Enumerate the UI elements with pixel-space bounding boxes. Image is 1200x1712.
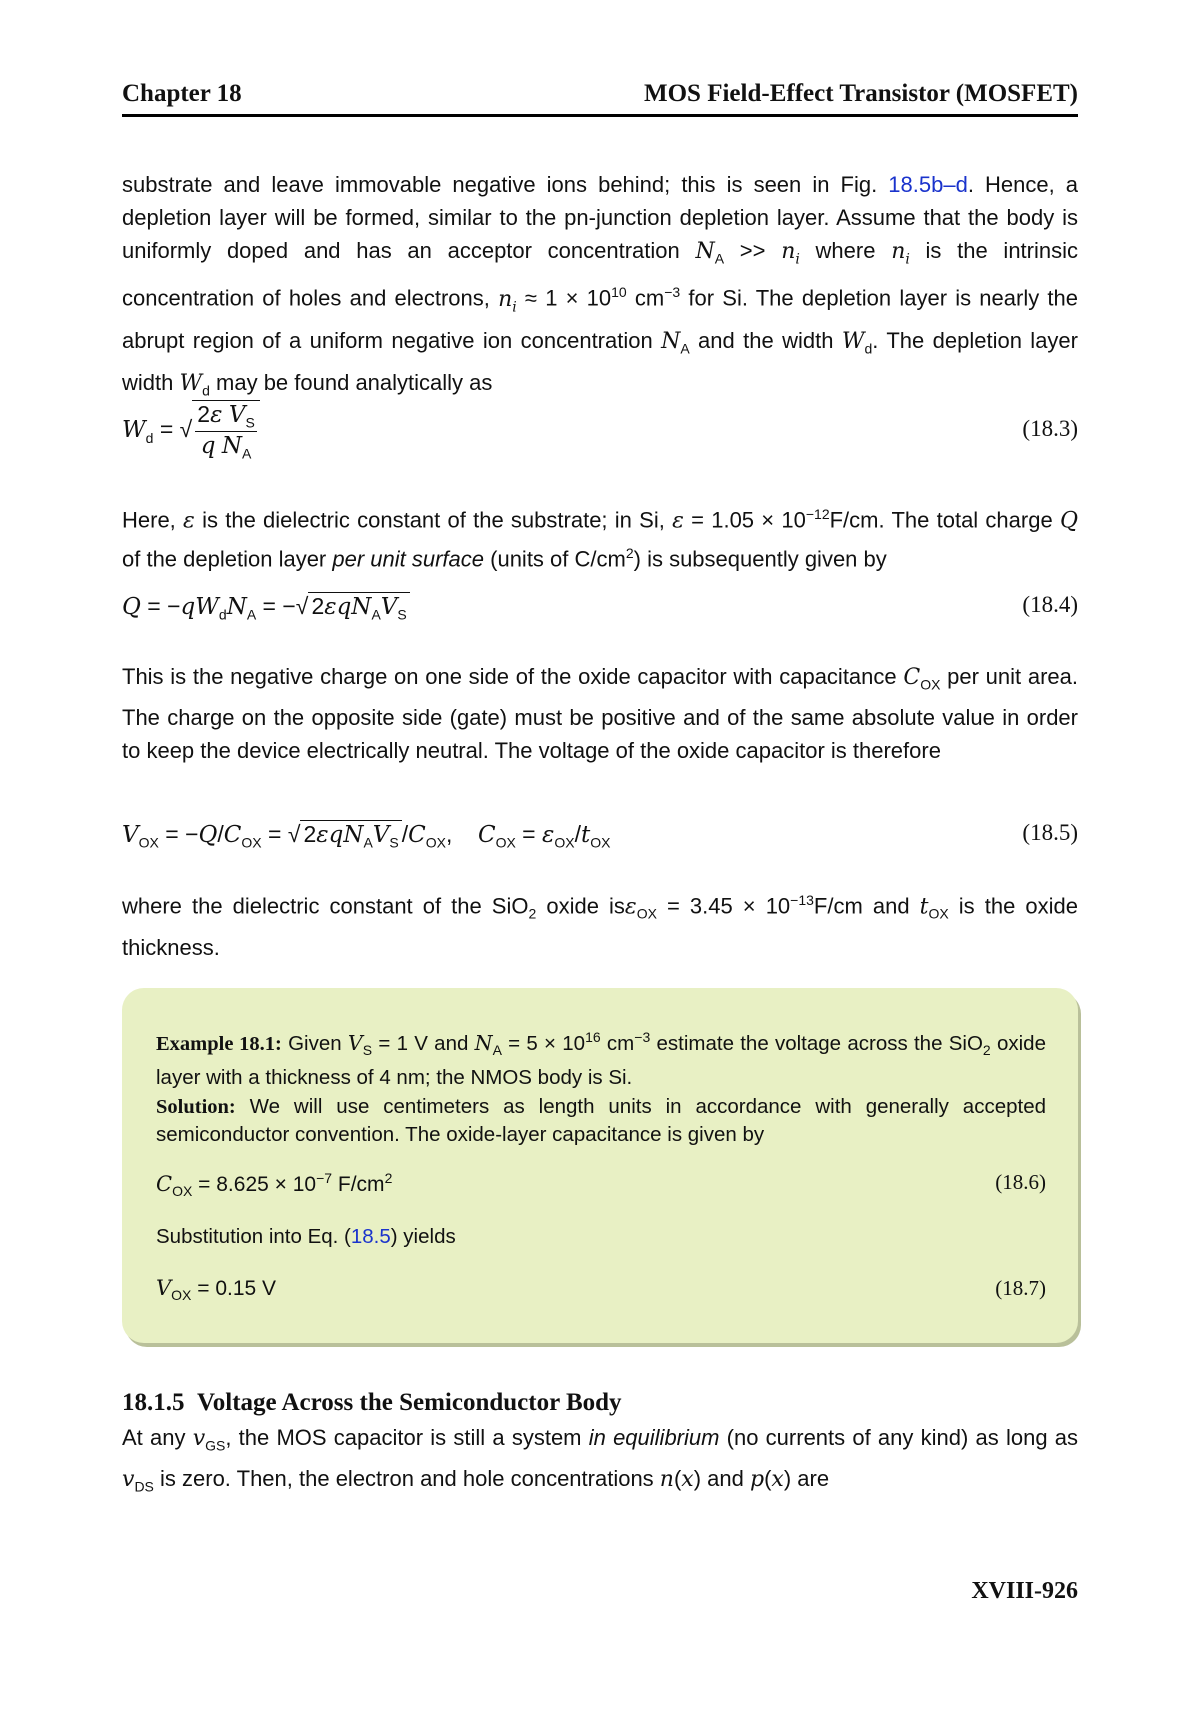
paragraph-charge: Here, ε is the dielectric constant of the substrate; in Si, $\varepsilon = 1.05 \times 10^{-12}F/cm$. The total charge Q of the depletion layer per unit surface (units of $C/cm^2$) is subsequently given by	[122, 506, 1078, 572]
header-rule	[122, 114, 1078, 117]
equation-18-3: $W_d$ = √ $\frac{2\varepsilon V_S}{q N_A}$ (18.3)	[122, 401, 1078, 462]
equation-number: (18.4)	[1022, 592, 1078, 617]
figure-link[interactable]: 18.5b–d	[888, 172, 968, 197]
equation-number: (18.3)	[1022, 416, 1078, 441]
example-box	[122, 988, 1078, 1343]
equation-18-5: $V_{OX} = -Q/C_{OX}$ = √ $2\varepsilon qN_AV_S$ $/C_{OX}$, $C_{OX} = \varepsilon_{OX}/t_{OX}$ (18.5)	[122, 820, 1078, 851]
section-heading: 18.1.5 Voltage Across the Semiconductor Body	[122, 1389, 622, 1416]
paragraph-section: At any $v_{GS}$, the MOS capacitor is still a system in equilibrium (no currents of any kind) as long as $v_{DS}$ is zero. Then, the electron and hole concentrations n(x) and p(x) are	[122, 1425, 1079, 1495]
equation-18-6: $C_{OX} = 8.625 \times 10^{-7}$ $F/cm^2$ (18.6)	[156, 1170, 1046, 1200]
equation-18-7: $V_{OX} = 0.15$ V (18.7)	[156, 1276, 1046, 1304]
page-number: XVIII-926	[971, 1578, 1078, 1604]
paragraph-depletion: substrate and leave immovable negative ions behind; this is seen in Fig. 18.5b–d. Hence, a depletion layer will be formed, similar to the pn-junction depletion layer. Assume that the body is uniformly doped and has an acceptor concentration $N_A >> n_i$ where $n_i$ is the intrinsic concentration of holes and electrons, $n_i \approx 1 \times 10^{10}$ $cm^{-3}$ for Si. The depletion layer is nearly the abrupt region of a uniform negative ion concentration $N_A$ and the width $W_d$. The depletion layer width $W_d$ may be found analytically as	[122, 172, 1079, 398]
equation-number: (18.5)	[1022, 820, 1078, 845]
chapter-label: Chapter 18	[122, 80, 242, 107]
example-solution: Solution: We will use centimeters as length units in accordance with generally accepted semiconductor convention. The oxide-layer capacitance is given by	[156, 1095, 1046, 1146]
paragraph-oxide-capacitor: This is the negative charge on one side of the oxide capacitor with capacitance $C_{OX}$ per unit area. The charge on the opposite side (gate) must be positive and of the same absolute value in order to keep the device electrically neutral. The voltage of the oxide capacitor is therefore	[122, 664, 1078, 764]
paragraph-dielectric: where the dielectric constant of the SiO$_2$ oxide $is\varepsilon_{OX} = 3.45 \times 10^{-13}F/cm$ and $t_{OX}$ is the oxide thickness.	[122, 892, 1078, 960]
page-header	[122, 80, 1078, 114]
equation-link[interactable]: 18.5	[350, 1225, 391, 1248]
chapter-title: MOS Field-Effect Transistor (MOSFET)	[644, 80, 1078, 107]
equation-18-4: $Q = -qW_dN_A$ = −√ $2\varepsilon qN_AV_S$ (18.4)	[122, 592, 1078, 623]
substitution-text: Substitution into Eq. (18.5) yields	[156, 1225, 456, 1248]
example-statement: Example 18.1: Given $V_S = 1$ V and $N_A = 5 \times 10^{16}$ $cm^{-3}$ estimate the voltage across the SiO$_2$ oxide layer with a thickness of 4 nm; the NMOS body is Si.	[156, 1029, 1046, 1089]
